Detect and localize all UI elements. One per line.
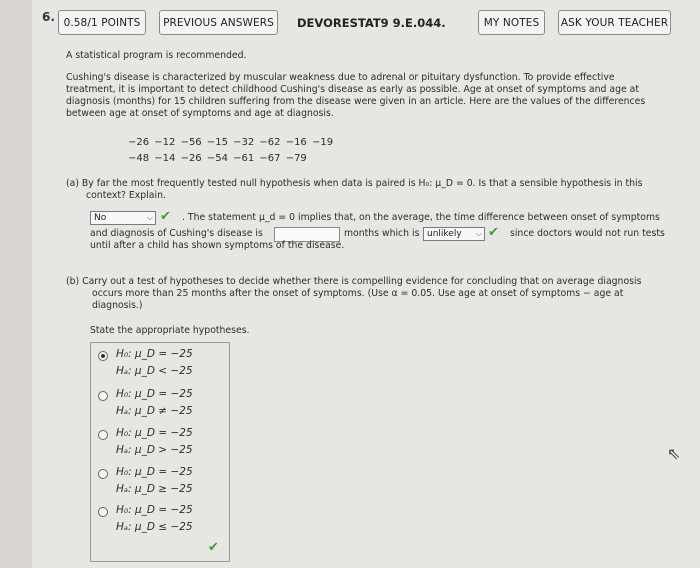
intro-line-2: treatment, it is important to detect childhood Cushing's disease as early as possible. Age at onset of symptoms and age at	[66, 84, 639, 95]
question-id: DEVORESTAT9 9.E.044.	[297, 16, 446, 30]
part-b-question-2: occurs more than 25 months after the onset of symptoms. (Use α = 0.05. Use age at onset of symptoms − age at	[92, 288, 624, 299]
data-row-2: −48 −14 −26 −54 −61 −67 −79	[128, 153, 307, 164]
part-a-statement-2b: months which is	[344, 228, 420, 239]
previous-answers-button[interactable]: PREVIOUS ANSWERS	[159, 10, 278, 35]
option-4-h0: H₀: μ_D = −25	[116, 466, 193, 478]
likelihood-select-value: unlikely	[427, 229, 462, 239]
data-row-1: −26 −12 −56 −15 −32 −62 −16 −19	[128, 137, 334, 148]
question-number: 6.	[42, 10, 55, 24]
option-3-ha: Hₐ: μ_D > −25	[116, 444, 193, 456]
hypothesis-radio-4[interactable]	[98, 469, 108, 479]
option-4-ha: Hₐ: μ_D ≥ −25	[116, 483, 193, 495]
mouse-cursor-icon: ⇖	[667, 444, 681, 463]
part-a-statement-1: . The statement μ_d = 0 implies that, on the average, the time difference between onset of symptoms	[182, 212, 660, 223]
intro-line-3: diagnosis (months) for 15 children suffering from the disease were given in an article. Here are the values of the differences	[66, 96, 646, 107]
points-button[interactable]: 0.58/1 POINTS	[58, 10, 146, 35]
hypothesis-radio-1[interactable]	[98, 351, 108, 361]
part-a-statement-3: until after a child has shown symptoms of the disease.	[90, 240, 345, 251]
check-icon: ✔	[488, 225, 499, 240]
part-a-statement-2c: since doctors would not run tests	[510, 228, 665, 239]
hypotheses-prompt: State the appropriate hypotheses.	[90, 325, 250, 336]
intro-line-1: Cushing's disease is characterized by muscular weakness due to adrenal or pituitary dysfunction. To provide effective	[66, 72, 615, 83]
ask-teacher-button[interactable]: ASK YOUR TEACHER	[558, 10, 671, 35]
hypothesis-radio-2[interactable]	[98, 391, 108, 401]
part-a-statement-2a: and diagnosis of Cushing's disease is	[90, 228, 263, 239]
option-2-ha: Hₐ: μ_D ≠ −25	[116, 405, 193, 417]
option-1-h0: H₀: μ_D = −25	[116, 348, 193, 360]
hypothesis-radio-5[interactable]	[98, 507, 108, 517]
option-5-h0: H₀: μ_D = −25	[116, 504, 193, 516]
chevron-down-icon: ⌵	[146, 213, 153, 222]
my-notes-button[interactable]: MY NOTES	[478, 10, 545, 35]
program-note: A statistical program is recommended.	[66, 50, 247, 61]
part-b-question-1: (b) Carry out a test of hypotheses to decide whether there is compelling evidence for concluding that on average diagnosis	[66, 276, 642, 287]
check-icon: ✔	[160, 209, 171, 224]
part-a-question-1: (a) By far the most frequently tested null hypothesis when data is paired is H₀: μ_D = 0. Is that a sensible hypothesis in this	[66, 178, 643, 189]
sensible-select[interactable]	[90, 211, 156, 225]
question-panel	[32, 0, 700, 568]
option-5-ha: Hₐ: μ_D ≤ −25	[116, 521, 193, 533]
intro-line-4: between age at onset of symptoms and age at diagnosis.	[66, 108, 334, 119]
part-a-question-2: context? Explain.	[86, 190, 166, 201]
option-2-h0: H₀: μ_D = −25	[116, 388, 193, 400]
part-b-question-3: diagnosis.)	[92, 300, 143, 311]
hypothesis-radio-3[interactable]	[98, 430, 108, 440]
option-3-h0: H₀: μ_D = −25	[116, 427, 193, 439]
check-icon: ✔	[208, 540, 219, 555]
sensible-select-value: No	[94, 213, 107, 223]
chevron-down-icon: ⌵	[475, 229, 482, 238]
option-1-ha: Hₐ: μ_D < −25	[116, 365, 193, 377]
likelihood-select[interactable]	[423, 227, 485, 241]
